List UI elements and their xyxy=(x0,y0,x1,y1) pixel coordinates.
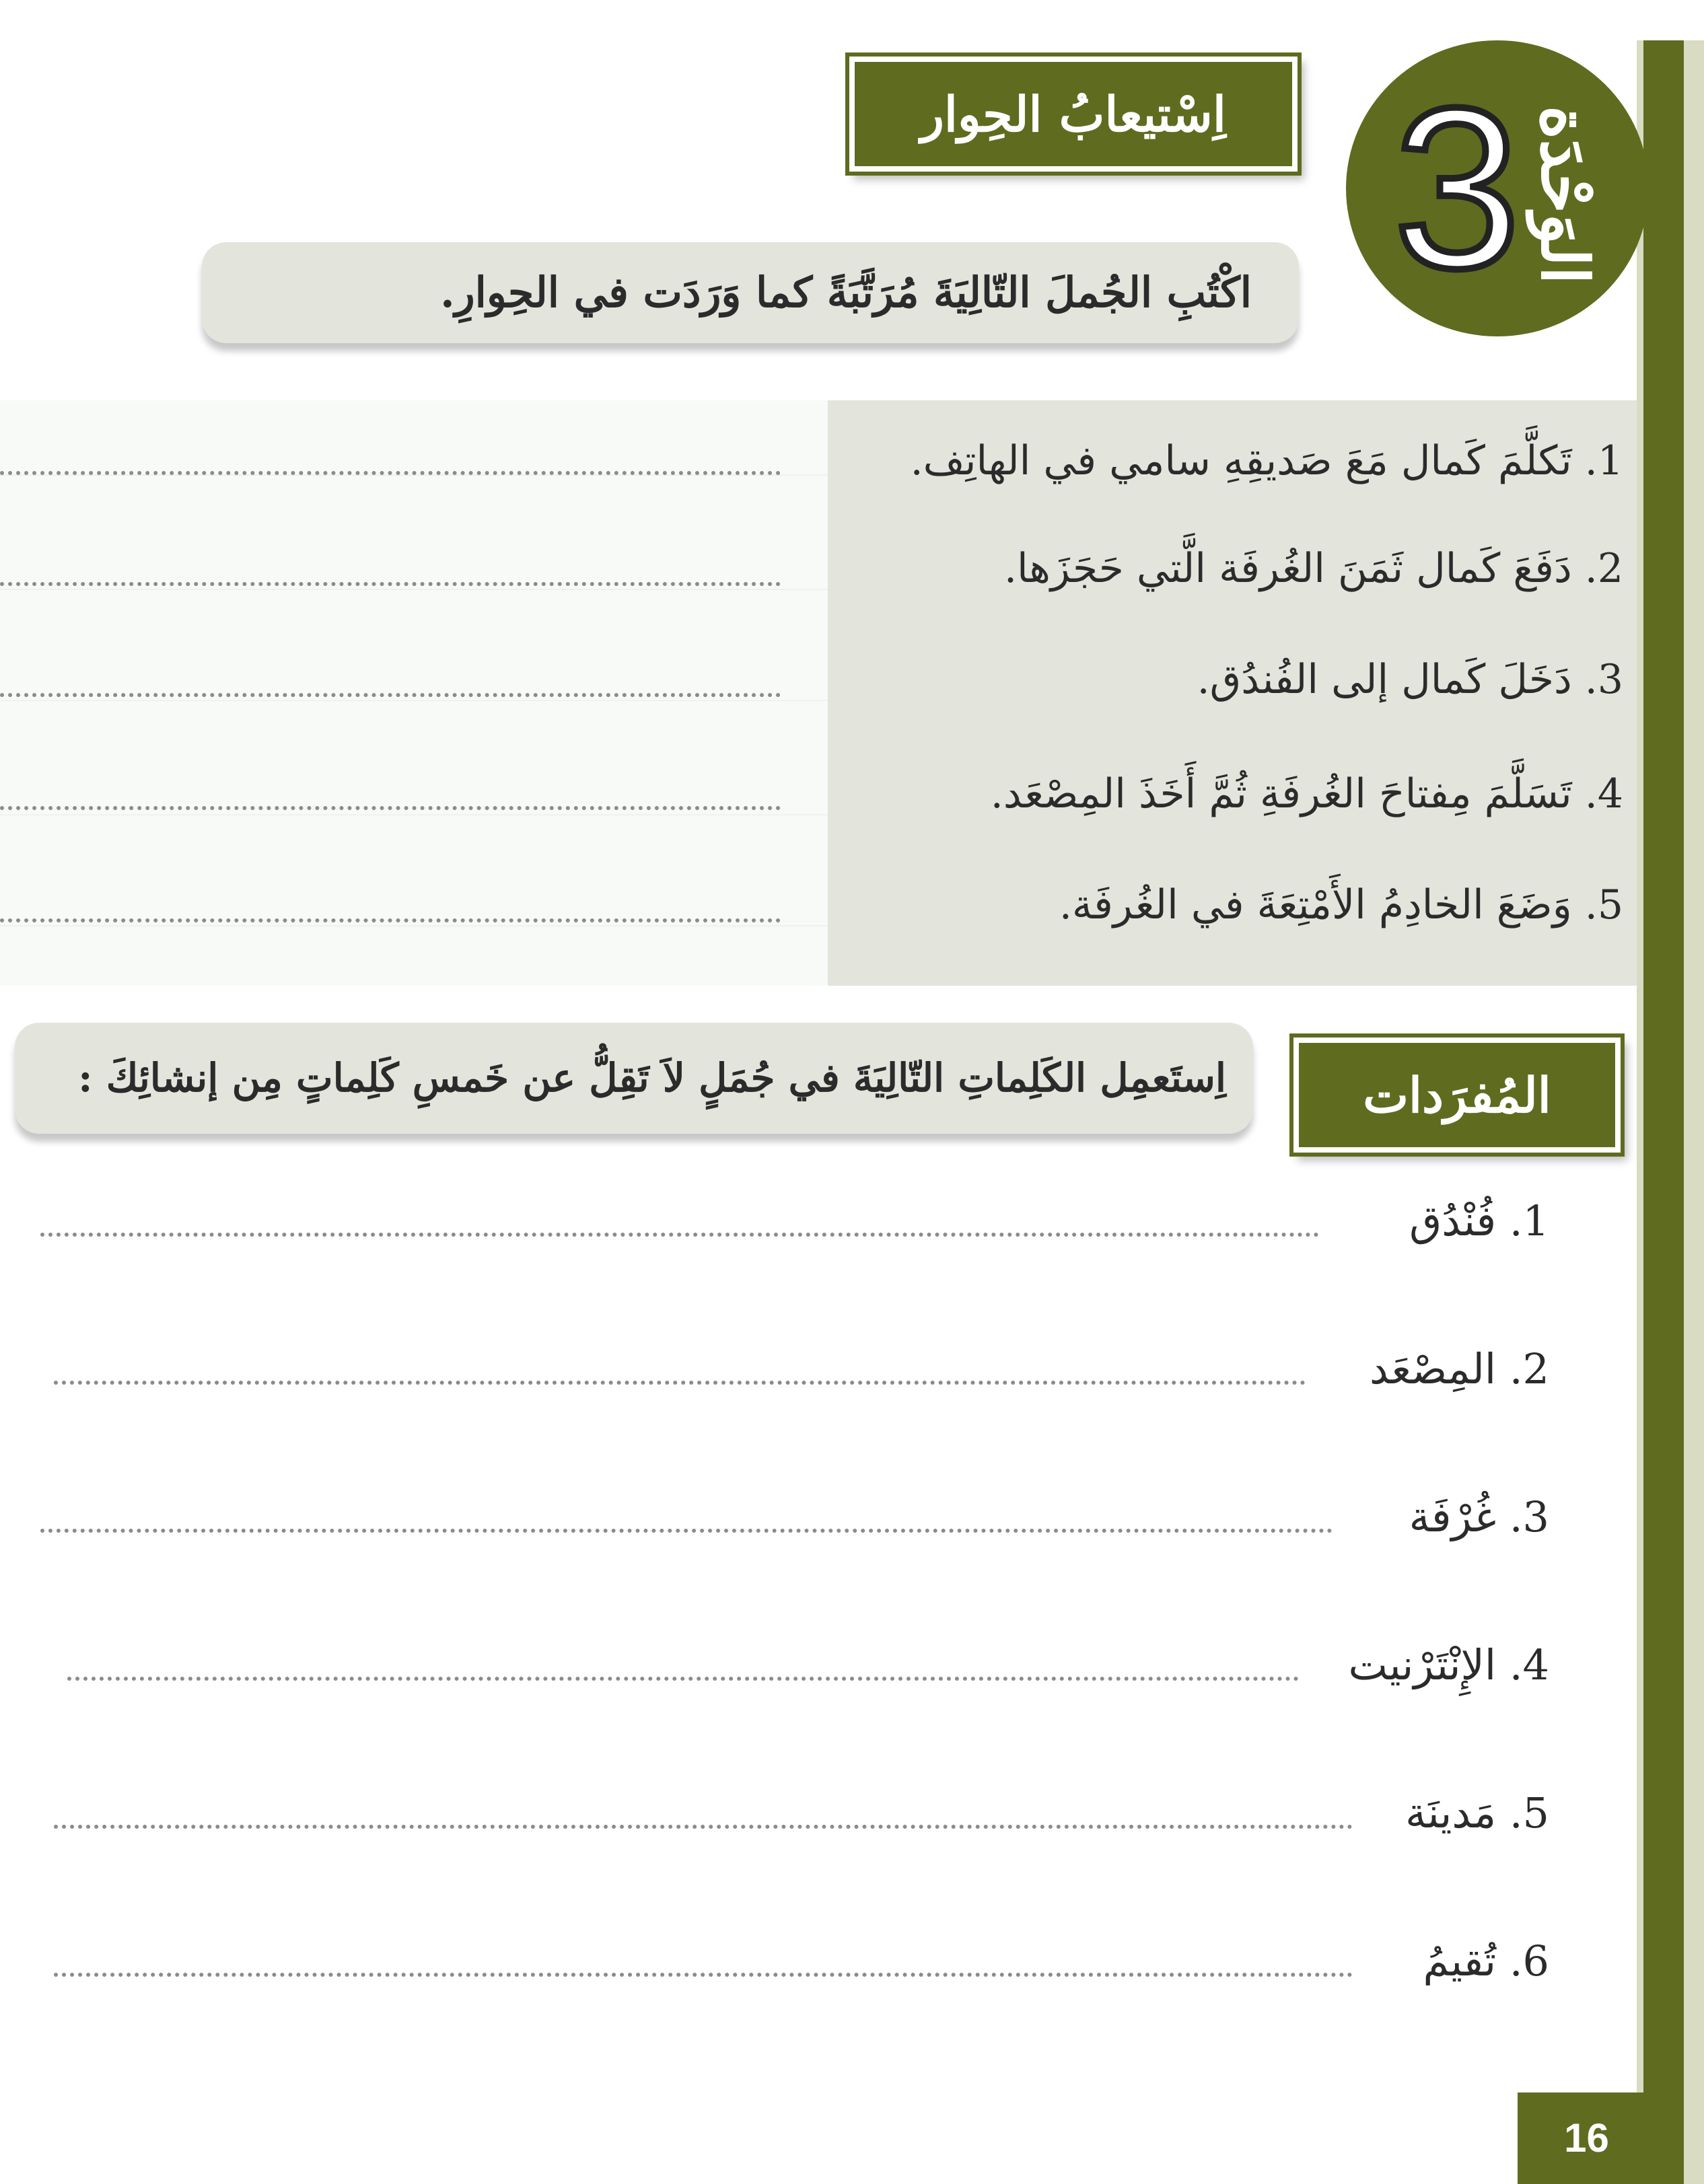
sentence-item: 1. تَكلَّمَ كَمال مَعَ صَديقِهِ سامي في الهاتِف. xyxy=(910,437,1623,484)
page-number: 16 xyxy=(1518,2092,1656,2184)
comprehension-title: اِسْتيعابُ الحِوار xyxy=(855,62,1292,166)
faded-table-row xyxy=(0,700,828,701)
vocab-answer-line[interactable] xyxy=(54,1825,1353,1829)
page-edge-band xyxy=(1637,0,1704,2184)
faded-table-row xyxy=(0,589,828,590)
vocab-answer-line[interactable] xyxy=(40,1233,1319,1237)
vocab-word: 5. مَدينَة xyxy=(1405,1788,1549,1837)
page-edge-top xyxy=(1637,0,1704,40)
order-answer-line[interactable] xyxy=(0,806,781,810)
sentence-item: 4. تَسَلَّمَ مِفتاحَ الغُرفَةِ ثُمَّ أَخَذَ المِصْعَد. xyxy=(990,770,1623,817)
vocab-answer-line[interactable] xyxy=(67,1677,1299,1681)
order-answer-line[interactable] xyxy=(0,693,781,697)
vocab-word: 3. غُرْفَة xyxy=(1409,1492,1549,1541)
unit-label: الوَحْدَة xyxy=(1526,106,1603,285)
unit-number: 3 xyxy=(1393,61,1521,316)
page-edge-stripe xyxy=(1643,0,1684,2184)
sentence-item: 3. دَخَلَ كَمال إلى الفُندُق. xyxy=(1197,656,1623,703)
sentence-item: 5. وَضَعَ الخادِمُ الأَمْتِعَةَ في الغُرفَة. xyxy=(1059,881,1623,929)
vocab-answer-line[interactable] xyxy=(40,1529,1333,1533)
vocab-word: 6. تُقيمُ xyxy=(1423,1936,1549,1986)
vocabulary-title: المُفرَدات xyxy=(1299,1043,1615,1147)
unit-badge xyxy=(1346,40,1649,336)
vocab-word: 1. فُنْدُق xyxy=(1409,1196,1549,1245)
comprehension-instruction: اكْتُبِ الجُملَ التّالِيَةَ مُرَتَّبَةً كما وَرَدَت في الحِوارِ. xyxy=(202,242,1299,343)
order-answer-line[interactable] xyxy=(0,471,781,475)
order-answer-line[interactable] xyxy=(0,582,781,586)
vocab-answer-line[interactable] xyxy=(54,1381,1306,1385)
vocab-word: 2. المِصْعَد xyxy=(1369,1344,1549,1393)
faded-table-row xyxy=(0,814,828,815)
vocab-answer-line[interactable] xyxy=(54,1973,1353,1977)
sentence-item: 2. دَفَعَ كَمال ثَمَنَ الغُرفَة الَّتي حَجَزَها. xyxy=(1003,545,1623,592)
faded-table-row xyxy=(0,925,828,926)
order-answer-line[interactable] xyxy=(0,918,781,922)
vocabulary-instruction: اِستَعمِل الكَلِماتِ التّالِيَةَ في جُمَلٍ لاَ تَقِلُّ عن خَمسِ كَلِماتٍ مِن إنشائِكَ : xyxy=(15,1023,1253,1134)
vocab-word: 4. الإِنْتَرْنيت xyxy=(1348,1640,1549,1689)
